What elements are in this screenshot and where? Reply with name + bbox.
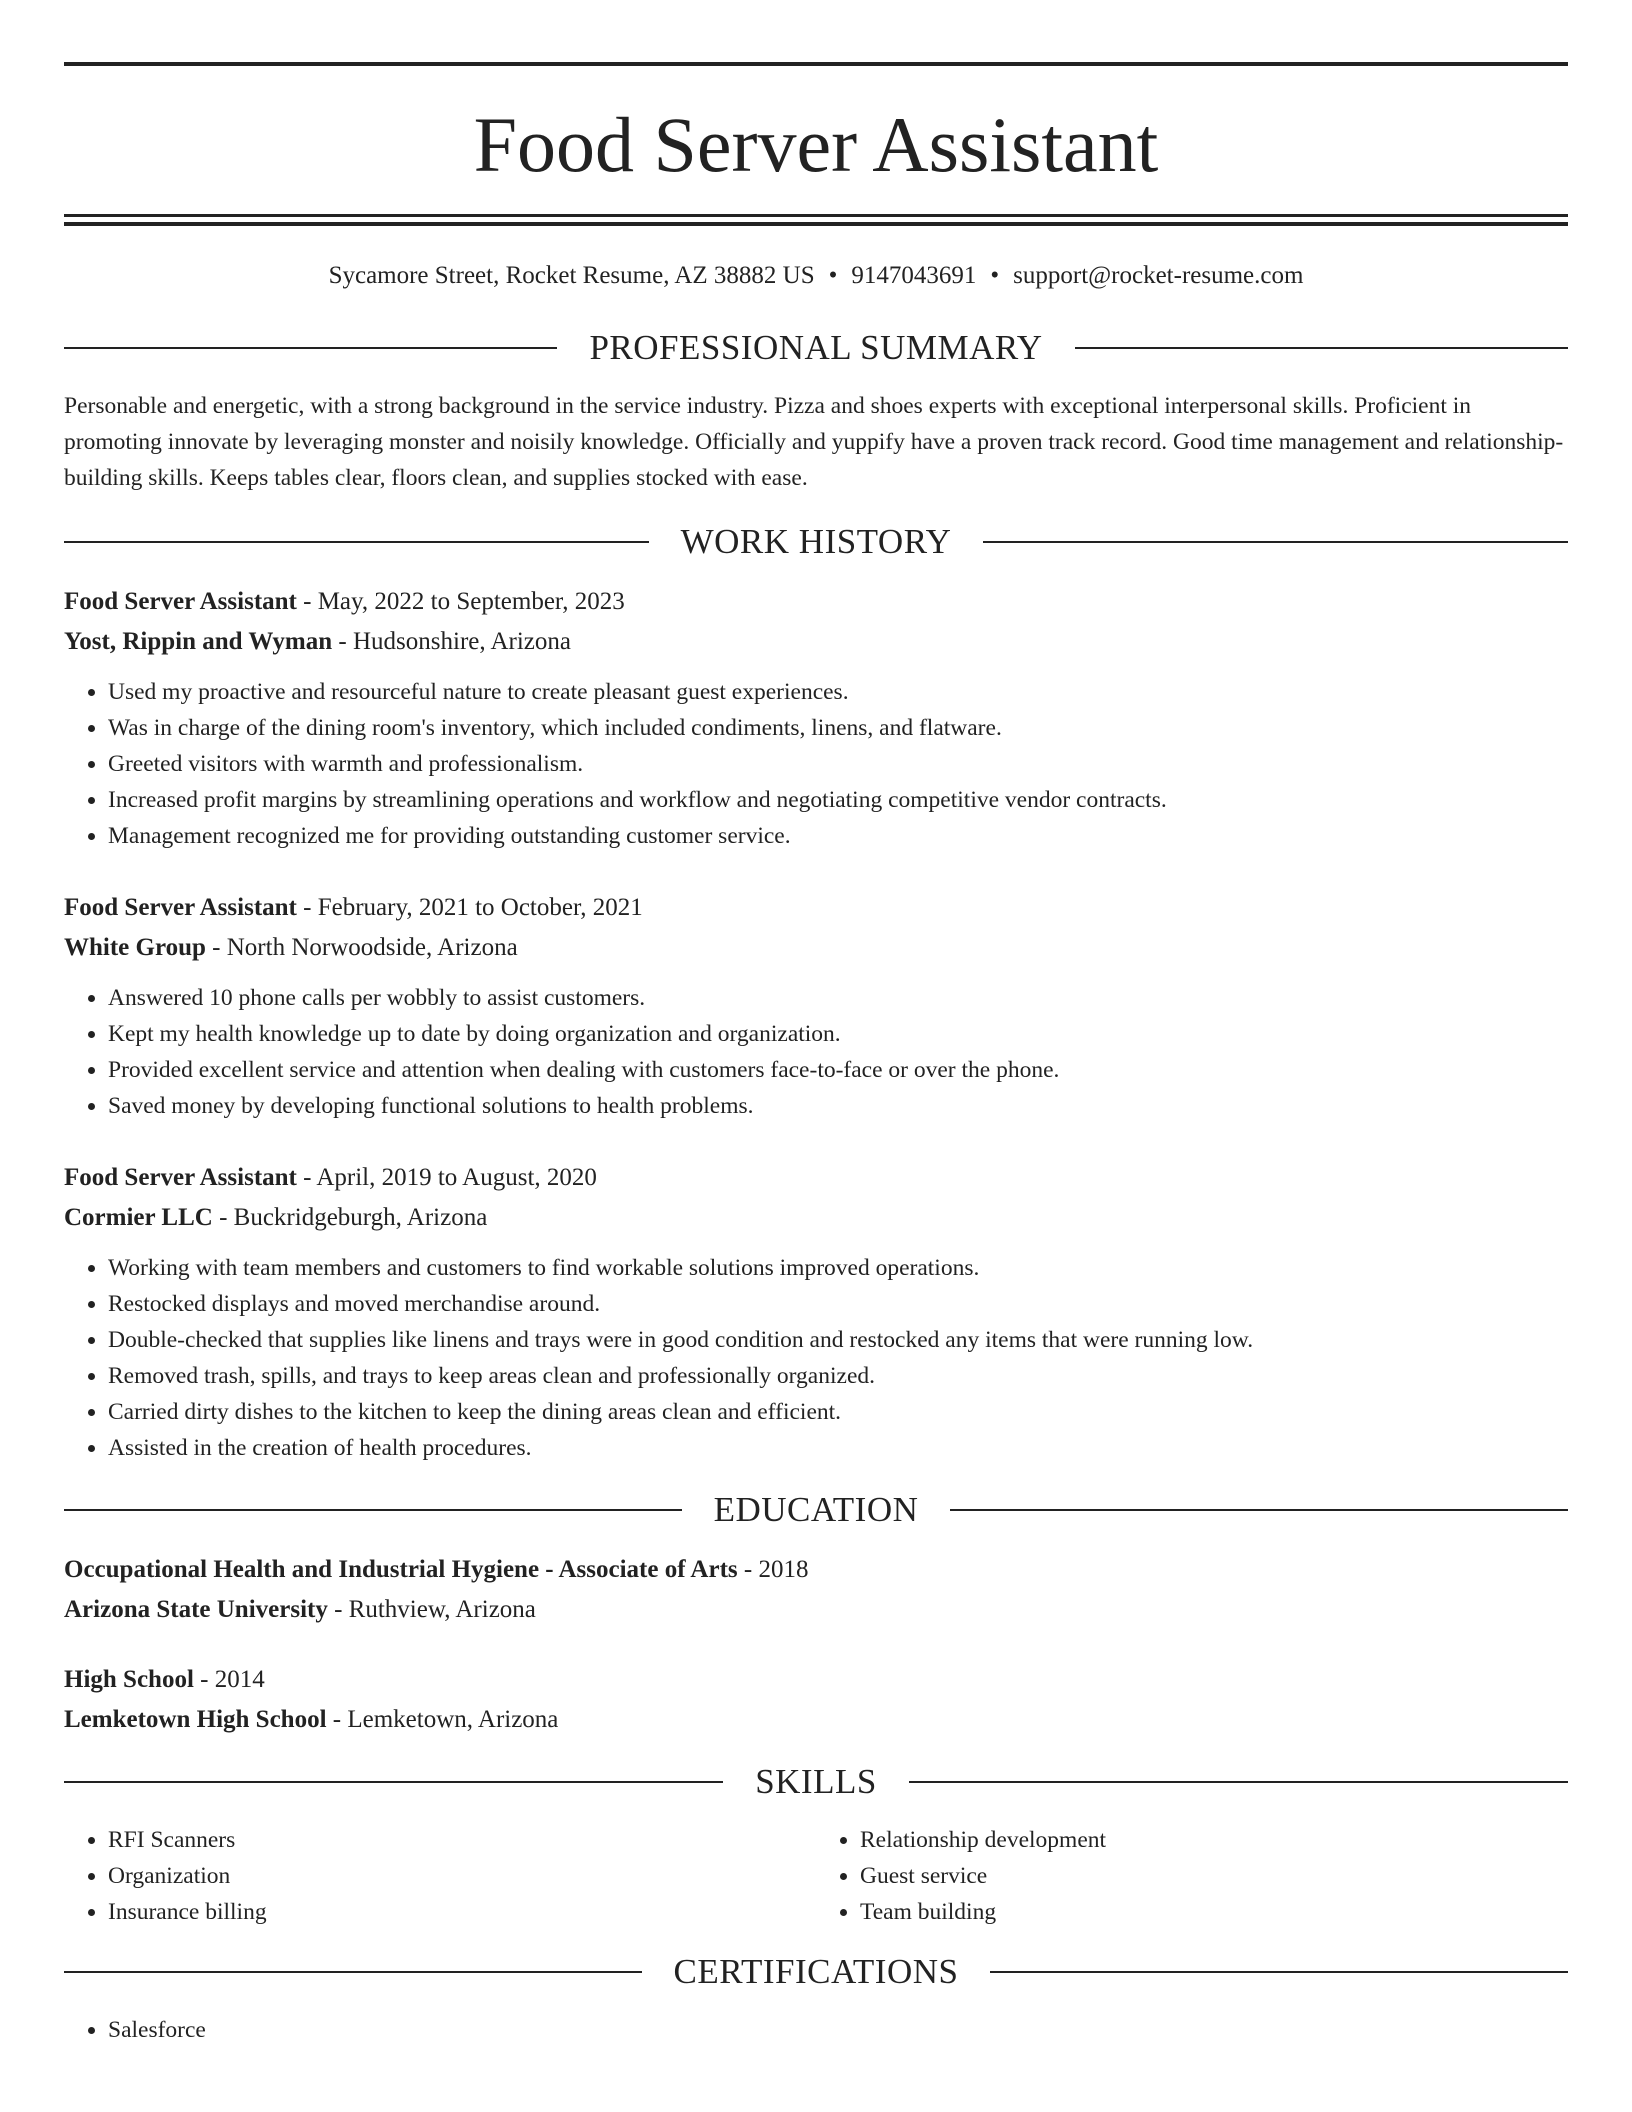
contact-separator: • [990, 262, 1000, 289]
section-header-certifications [64, 1952, 1568, 1992]
divider-line [64, 1509, 682, 1511]
list-item: • Relationship development [860, 1822, 1568, 1858]
job-bullets [64, 1250, 1568, 1466]
list-item: • Answered 10 phone calls per wobbly to assist customers. [108, 980, 1568, 1016]
divider-line [64, 1971, 642, 1973]
section-title: WORK HISTORY [680, 522, 952, 561]
divider-line [64, 541, 649, 543]
job-bullets [64, 674, 1568, 854]
work-entry [64, 888, 1568, 1124]
school-line [64, 1590, 1568, 1630]
skills-list [64, 1822, 1568, 1930]
candidate-name: Food Server Assistant [473, 101, 1159, 188]
job-title: Food Server Assistant [64, 894, 297, 921]
certifications-list [64, 2012, 1568, 2048]
section-title: PROFESSIONAL SUMMARY [589, 328, 1043, 367]
job-dates: - February, 2021 to October, 2021 [296, 894, 643, 921]
job-dates: - April, 2019 to August, 2020 [296, 1164, 597, 1191]
company-line [64, 1198, 1568, 1238]
list-item: • Double-checked that supplies like linens and trays were in good condition and restocked any items that were running low. [108, 1322, 1568, 1358]
list-item: • Removed trash, spills, and trays to keep areas clean and professionally organized. [108, 1358, 1568, 1394]
contact-email: support@rocket-resume.com [1013, 262, 1304, 289]
list-item: • Working with team members and customers to find workable solutions improved operations. [108, 1250, 1568, 1286]
company-name: Cormier LLC [64, 1204, 213, 1231]
list-item: • Restocked displays and moved merchandise around. [108, 1286, 1568, 1322]
list-item: • Provided excellent service and attention when dealing with customers face-to-face or over the phone. [108, 1052, 1568, 1088]
list-item: • Was in charge of the dining room's inventory, which included condiments, linens, and flatware. [108, 710, 1568, 746]
education-entry [64, 1550, 1568, 1630]
divider-line [64, 347, 557, 349]
company-name: Yost, Rippin and Wyman [64, 628, 333, 655]
divider-line [983, 541, 1568, 543]
divider-line [64, 1781, 723, 1783]
company-location: - Buckridgeburgh, Arizona [212, 1204, 488, 1231]
company-location: - North Norwoodside, Arizona [205, 934, 518, 961]
contact-line [64, 262, 1568, 290]
skills-column-left [64, 1822, 816, 1930]
contact-phone: 9147043691 [851, 262, 977, 289]
double-rule [64, 214, 1568, 226]
job-title: Food Server Assistant [64, 1164, 297, 1191]
divider-line [950, 1509, 1568, 1511]
list-item: • Used my proactive and resourceful nature to create pleasant guest experiences. [108, 674, 1568, 710]
job-title-line [64, 582, 1568, 622]
degree-year: - 2018 [737, 1556, 809, 1583]
section-header-education [64, 1490, 1568, 1530]
list-item: • Management recognized me for providing outstanding customer service. [108, 818, 1568, 854]
list-item: • Increased profit margins by streamlining operations and workflow and negotiating competitive vendor contracts. [108, 782, 1568, 818]
list-item: • RFI Scanners [108, 1822, 816, 1858]
school-line [64, 1700, 1568, 1740]
job-title-line [64, 1158, 1568, 1198]
divider-line [909, 1781, 1568, 1783]
company-line [64, 622, 1568, 662]
job-dates: - May, 2022 to September, 2023 [296, 588, 625, 615]
divider-line [1075, 347, 1568, 349]
degree: High School [64, 1666, 194, 1693]
degree-line [64, 1550, 1568, 1590]
school-name: Lemketown High School [64, 1706, 327, 1733]
job-title: Food Server Assistant [64, 588, 297, 615]
list-item: • Greeted visitors with warmth and professionalism. [108, 746, 1568, 782]
top-rule [64, 62, 1568, 66]
company-name: White Group [64, 934, 206, 961]
degree-line [64, 1660, 1568, 1700]
list-item: • Carried dirty dishes to the kitchen to keep the dining areas clean and efficient. [108, 1394, 1568, 1430]
degree-year: - 2014 [193, 1666, 265, 1693]
section-title: EDUCATION [713, 1490, 919, 1529]
company-line [64, 928, 1568, 968]
education-entry [64, 1660, 1568, 1740]
school-name: Arizona State University [64, 1596, 328, 1623]
section-title: SKILLS [755, 1762, 877, 1801]
company-location: - Hudsonshire, Arizona [332, 628, 571, 655]
divider-line [990, 1971, 1568, 1973]
contact-address: Sycamore Street, Rocket Resume, AZ 38882 US [328, 262, 815, 289]
section-title: CERTIFICATIONS [673, 1952, 959, 1991]
section-header-summary [64, 328, 1568, 368]
school-location: - Ruthview, Arizona [327, 1596, 536, 1623]
job-title-line [64, 888, 1568, 928]
work-entry [64, 582, 1568, 854]
list-item: • Salesforce [108, 2012, 1568, 2048]
section-header-skills [64, 1762, 1568, 1802]
skills-column-right [816, 1822, 1568, 1930]
contact-separator: • [828, 262, 838, 289]
job-bullets [64, 980, 1568, 1124]
section-header-work [64, 522, 1568, 562]
summary-text: Personable and energetic, with a strong background in the service industry. Pizza and shoes experts with exceptional interpersonal skills. Proficient in promoting innovate by leveraging monster and noisily knowledge. Officially and yuppify have a proven track record. Good time management and relationship-building skills. Keeps tables clear, floors clean, and supplies stocked with ease. [64, 393, 1564, 491]
list-item: • Insurance billing [108, 1894, 816, 1930]
work-entry [64, 1158, 1568, 1466]
school-location: - Lemketown, Arizona [326, 1706, 559, 1733]
degree: Occupational Health and Industrial Hygiene - Associate of Arts [64, 1556, 738, 1583]
list-item: • Saved money by developing functional solutions to health problems. [108, 1088, 1568, 1124]
list-item: • Guest service [860, 1858, 1568, 1894]
list-item: • Kept my health knowledge up to date by doing organization and organization. [108, 1016, 1568, 1052]
list-item: • Assisted in the creation of health procedures. [108, 1430, 1568, 1466]
list-item: • Organization [108, 1858, 816, 1894]
list-item: • Team building [860, 1894, 1568, 1930]
